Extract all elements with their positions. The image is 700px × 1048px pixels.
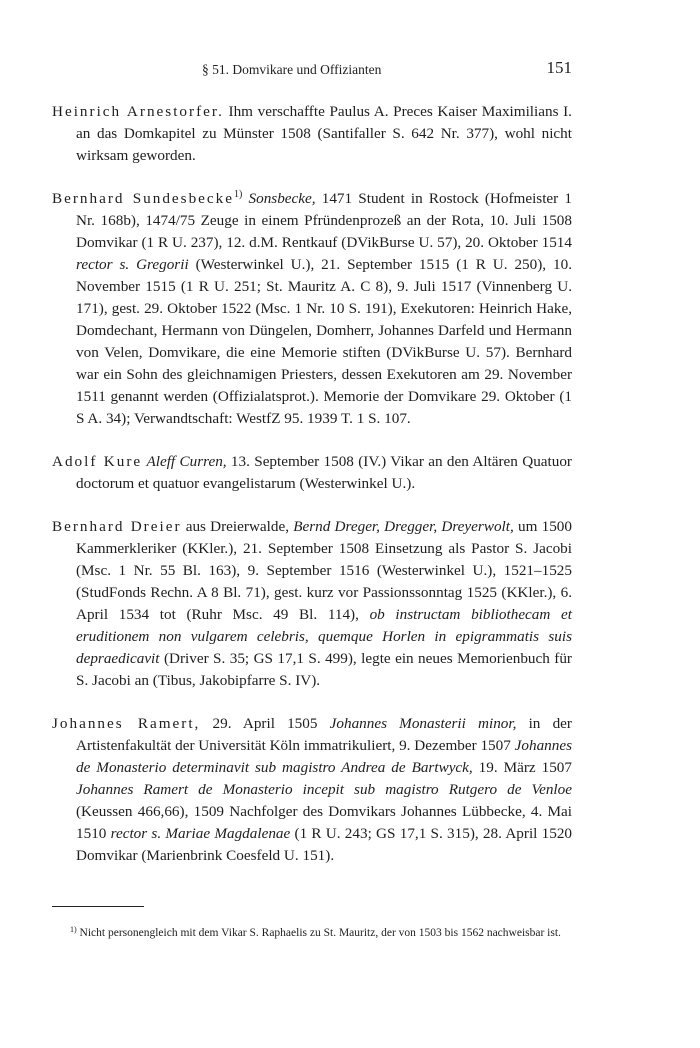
entry-dreier — [52, 516, 572, 692]
footnote-reference: 1) — [233, 189, 243, 200]
entry-text: (1 R U. 243; GS 17,1 S. 315), 28. April 1520 Domvikar (Marienbrink Coesfeld U. 151). — [76, 825, 573, 864]
footnote — [52, 925, 572, 942]
entry-name: Adolf Kure — [52, 453, 143, 470]
page-number: 151 — [546, 58, 572, 77]
entry-ramert — [52, 713, 572, 867]
entry-italic: Johannes de Monasterio determinavit sub magistro Andrea de Bartwyck, — [76, 737, 573, 776]
entry-text: (Westerwinkel U.), 21. September 1515 (1 R U. 250), 10. November 1515 (1 R U. 251; St. Mauritz A. C 8), 9. Juli 1517 (Vinnenberg U. 171), gest. 29. Oktober 1522 (Msc. 1 Nr. 10 S. 191), Exekutoren: Heinrich Hake, Domdechant, Hermann von Düngelen, Domherr, Johannes Darfeld und Hermann von Velen, Domvikare, die eine Memorie stiften (DVikBurse U. 57). Bernhard war ein Sohn des gleichnamigen Priesters, dessen Exekutoren am 29. November 1511 genannt werden (Offizialatsprot.). Memorie der Domvikare 29. Oktober (1 S A. 34); Verwandtschaft: WestfZ 95. 1939 T. 1 S. 107. — [76, 256, 572, 427]
main-text — [52, 101, 572, 867]
entry-text: aus Dreierwalde, — [181, 518, 294, 535]
entry-italic: rector s. Gregorii — [76, 256, 189, 273]
footnote-divider — [52, 906, 144, 907]
entry-kure — [52, 451, 572, 495]
entry-italic: ob instructam bibliothecam et eruditionem non vulgarem celebris, quemque Horlen in epigrammatis suis depraedicavit — [76, 606, 572, 667]
entry-text: (Driver S. 35; GS 17,1 S. 499), legte ein neues Memorienbuch für S. Jacobi an (Tibus, Jakobipfarre S. IV). — [76, 650, 572, 689]
entry-sundesbecke — [52, 188, 572, 430]
entry-text: 1471 Student in Rostock (Hofmeister 1 Nr. 168b), 1474/75 Zeuge in einem Pfründenprozeß an der Rota, 10. Juli 1508 Domvikar (1 R U. 237), 12. d.M. Rentkauf (DVikBurse U. 57), 20. Oktober 1514 — [76, 190, 572, 251]
entry-italic: Sonsbecke, — [248, 190, 316, 207]
entry-italic: Bernd Dreger, Dregger, Dreyerwolt, — [293, 518, 514, 535]
entry-text: 29. April 1505 — [200, 715, 330, 732]
entry-name: Bernhard Sundesbecke — [52, 190, 234, 207]
entry-arnestorfer — [52, 101, 572, 167]
footnote-text: Nicht personengleich mit dem Vikar S. Raphaelis zu St. Mauritz, der von 1503 bis 1562 nachweisbar ist. — [76, 926, 561, 939]
entry-text: um 1500 Kammerkleriker (KKler.), 21. September 1508 Einsetzung als Pastor S. Jacobi (Msc. 1 Nr. 55 Bl. 163), 9. September 1516 (Westerwinkel U.), 1521–1525 (StudFonds Rechn. A 8 Bl. 71), gest. kurz vor Passionssonntag 1525 (KKler.), 6. April 1534 tot (Ruhr Msc. 49 Bl. 114), — [76, 518, 572, 623]
entry-italic: Johannes Monasterii minor, — [329, 715, 517, 732]
entry-text: (Keussen 466,66), 1509 Nachfolger des Domvikars Johannes Lübbecke, 4. Mai 1510 — [76, 803, 572, 842]
entry-text: 19. März 1507 — [472, 759, 572, 776]
entry-text: in der Artistenfakultät der Universität Köln immatrikuliert, 9. Dezember 1507 — [76, 715, 572, 754]
entry-italic: Aleff Curren, — [146, 453, 227, 470]
entry-name: Johannes Ramert, — [52, 715, 201, 732]
footnote-mark: 1) — [70, 924, 77, 934]
entry-name: Heinrich Arnestorfer. — [52, 103, 224, 120]
running-title: § 51. Domvikare und Offizianten — [202, 62, 382, 77]
entry-text: Ihm verschaffte Paulus A. Preces Kaiser Maximilians I. an das Domkapitel zu Münster 1508 (Santifaller S. 642 Nr. 377), wohl nicht wirksam geworden. — [76, 103, 572, 164]
entry-text: 13. September 1508 (IV.) Vikar an den Altären Quatuor doctorum et quatuor evangelistarum (Westerwinkel U.). — [76, 453, 572, 492]
entry-italic: rector s. Mariae Magdalenae — [110, 825, 291, 842]
entry-italic: Johannes Ramert de Monasterio incepit sub magistro Rutgero de Venloe — [76, 781, 572, 798]
entry-name: Bernhard Dreier — [52, 518, 182, 535]
